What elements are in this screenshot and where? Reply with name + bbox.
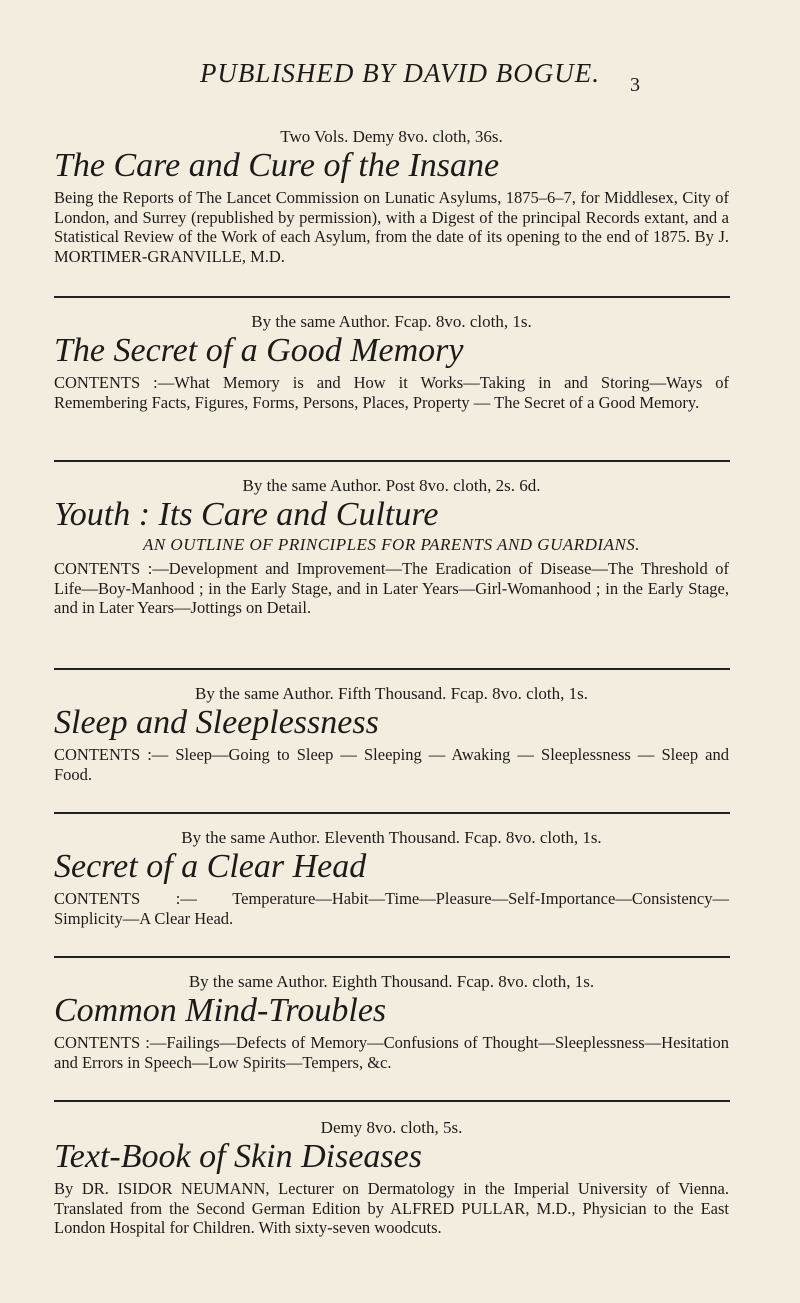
- book-entry-care-and-cure: [54, 127, 729, 266]
- divider-rule: [54, 1100, 730, 1102]
- divider-rule: [54, 956, 730, 958]
- book-description: CONTENTS :— Sleep—Going to Sleep — Sleeping — Awaking — Sleeplessness — Sleep and Food.: [54, 745, 729, 784]
- book-meta: Demy 8vo. cloth, 5s.: [320, 1118, 463, 1137]
- book-entry-good-memory: [54, 312, 729, 412]
- book-title: Text-Book of Skin Diseases: [54, 1138, 422, 1175]
- page-number: 3: [630, 74, 640, 96]
- book-title: The Secret of a Good Memory: [54, 332, 464, 369]
- book-description: CONTENTS :— Temperature—Habit—Time—Pleasure—Self-Importance—Consistency—Simplicity—A Clear Head.: [54, 889, 729, 928]
- book-title: Secret of a Clear Head: [54, 848, 367, 885]
- book-description: CONTENTS :—Development and Improvement—The Eradication of Disease—The Threshold of Life—Boy-Manhood ; in the Early Stage, and in Later Years—Girl-Womanhood ; in the Early Stage, and in Later Years—Jottings on Detail.: [54, 559, 729, 618]
- book-entry-clear-head: [54, 828, 729, 928]
- book-title: Sleep and Sleeplessness: [54, 704, 379, 741]
- book-title: The Care and Cure of the Insane: [54, 147, 500, 184]
- book-entry-youth: [54, 476, 729, 618]
- book-title: Common Mind-Troubles: [54, 992, 387, 1029]
- divider-rule: [54, 668, 730, 670]
- book-description: By DR. ISIDOR NEUMANN, Lecturer on Dermatology in the Imperial University of Vienna. Translated from the Second German Edition by ALFRED PULLAR, M.D., Physician to the East London Hospital for Children. With sixty-seven woodcuts.: [54, 1179, 729, 1238]
- book-subtitle: AN OUTLINE OF PRINCIPLES FOR PARENTS AND GUARDIANS.: [142, 535, 641, 555]
- book-entry-sleep: [54, 684, 729, 784]
- book-meta: By the same Author. Fifth Thousand. Fcap. 8vo. cloth, 1s.: [194, 684, 589, 703]
- divider-rule: [54, 296, 730, 298]
- book-title: Youth : Its Care and Culture: [54, 496, 439, 533]
- book-meta: By the same Author. Eighth Thousand. Fcap. 8vo. cloth, 1s.: [188, 972, 595, 991]
- book-meta: Two Vols. Demy 8vo. cloth, 36s.: [280, 127, 503, 146]
- book-entry-mind-troubles: [54, 972, 729, 1072]
- divider-rule: [54, 460, 730, 462]
- book-meta: By the same Author. Post 8vo. cloth, 2s. 6d.: [242, 476, 541, 495]
- divider-rule: [54, 812, 730, 814]
- book-description: Being the Reports of The Lancet Commission on Lunatic Asylums, 1875–6–7, for Middlesex, City of London, and Surrey (republished by permission), with a Digest of the principal Records extant, and a Statistical Review of the Work of each Asylum, from the date of its opening to the end of 1875. By J. MORTIMER-GRANVILLE, M.D.: [54, 188, 729, 266]
- book-entry-skin-diseases: [54, 1118, 729, 1238]
- book-meta: By the same Author. Eleventh Thousand. Fcap. 8vo. cloth, 1s.: [181, 828, 602, 847]
- book-description: CONTENTS :—What Memory is and How it Works—Taking in and Storing—Ways of Remembering Facts, Figures, Forms, Persons, Places, Property — The Secret of a Good Memory.: [54, 373, 729, 412]
- book-description: CONTENTS :—Failings—Defects of Memory—Confusions of Thought—Sleeplessness—Hesitation and Errors in Speech—Low Spirits—Tempers, &c.: [54, 1033, 729, 1072]
- running-header: PUBLISHED BY DAVID BOGUE.: [199, 58, 601, 88]
- book-meta: By the same Author. Fcap. 8vo. cloth, 1s.: [251, 312, 532, 331]
